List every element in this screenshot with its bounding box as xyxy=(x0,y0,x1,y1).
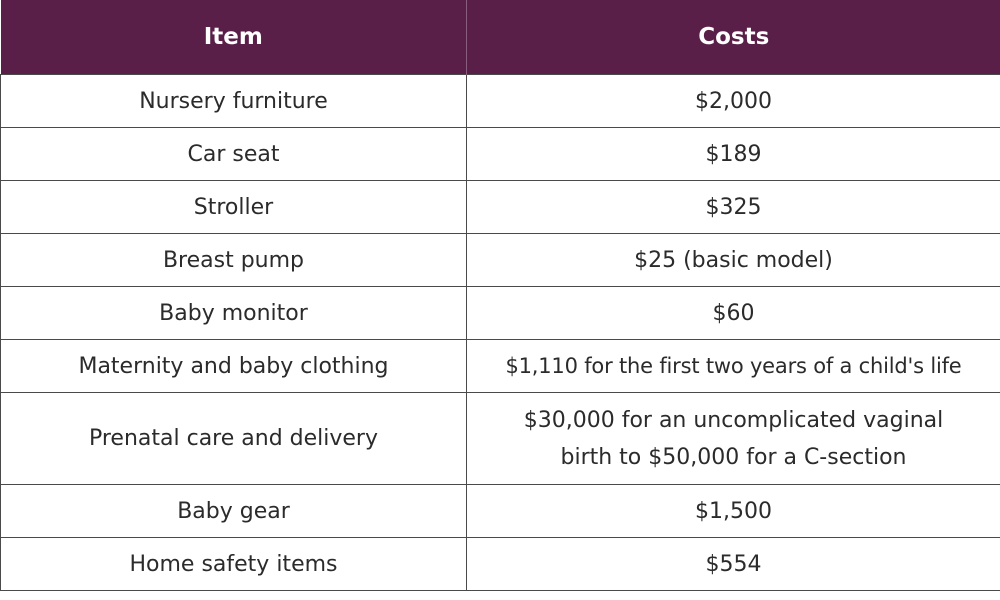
header-costs: Costs xyxy=(467,0,1000,75)
cost-cell: $1,500 xyxy=(467,485,1000,538)
cost-cell: $189 xyxy=(467,128,1000,181)
item-cell: Car seat xyxy=(1,128,467,181)
cost-cell: $325 xyxy=(467,181,1000,234)
cost-cell: $1,110 for the first two years of a child's life xyxy=(467,340,1000,393)
table-row xyxy=(1,234,1000,287)
table-row xyxy=(1,75,1000,128)
table-header-row xyxy=(1,0,1000,75)
header-item: Item xyxy=(1,0,467,75)
cost-cell: $554 xyxy=(467,538,1000,591)
table-row xyxy=(1,181,1000,234)
table-row xyxy=(1,393,1000,485)
table-row xyxy=(1,128,1000,181)
table-row xyxy=(1,538,1000,591)
item-cell: Prenatal care and delivery xyxy=(1,393,467,485)
item-cell: Nursery furniture xyxy=(1,75,467,128)
item-cell: Stroller xyxy=(1,181,467,234)
item-cell: Baby gear xyxy=(1,485,467,538)
cost-cell: $25 (basic model) xyxy=(467,234,1000,287)
cost-cell: $2,000 xyxy=(467,75,1000,128)
item-cell: Maternity and baby clothing xyxy=(1,340,467,393)
cost-cell: $60 xyxy=(467,287,1000,340)
table-row xyxy=(1,340,1000,393)
item-cell: Breast pump xyxy=(1,234,467,287)
item-cell: Baby monitor xyxy=(1,287,467,340)
table-row xyxy=(1,485,1000,538)
table-row xyxy=(1,287,1000,340)
item-cell: Home safety items xyxy=(1,538,467,591)
cost-cell: $30,000 for an uncomplicated vaginal birth to $50,000 for a C-section xyxy=(467,393,1000,485)
